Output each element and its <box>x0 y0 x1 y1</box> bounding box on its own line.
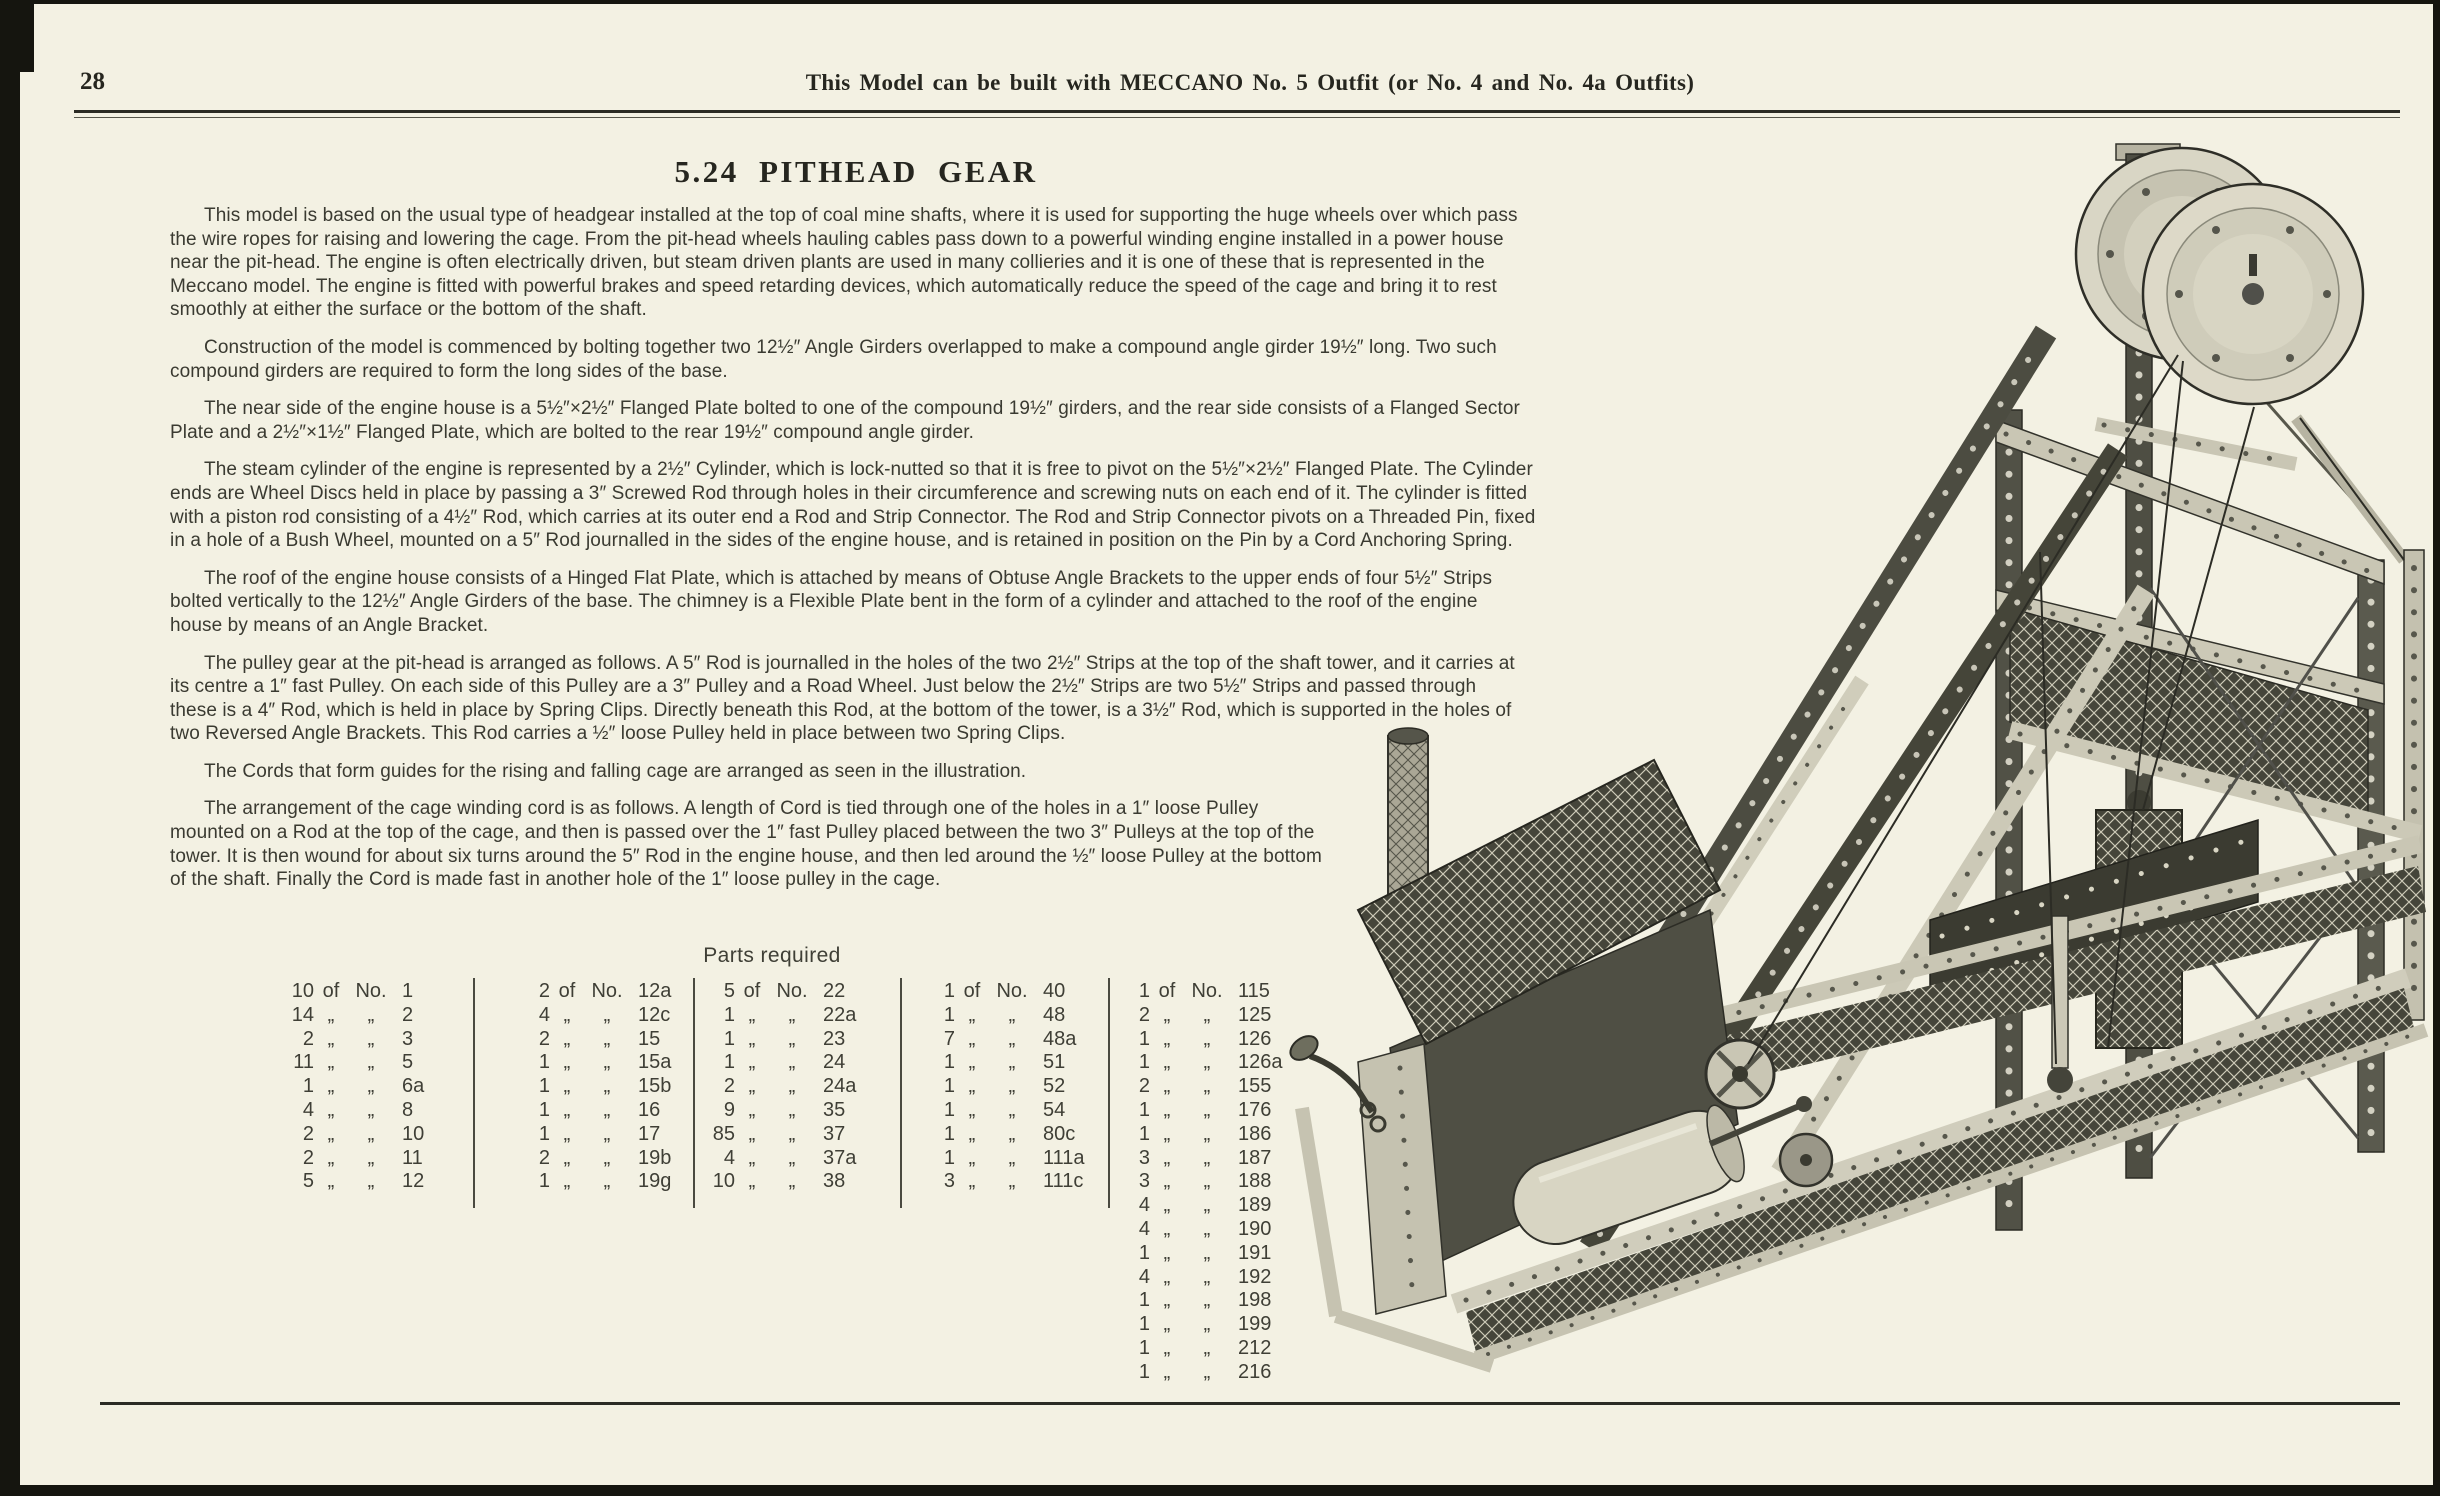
parts-row: 4 „ „ 8 <box>302 1098 414 1121</box>
scan-edge-corner <box>0 0 34 72</box>
parts-row: 1 of No. 115 <box>1138 980 1270 1002</box>
parts-row: 1 „ „ 15b <box>538 1075 672 1098</box>
scan-edge-left <box>0 0 20 1496</box>
parts-column-divider <box>693 978 695 1208</box>
parts-row: 1 „ „ 6a <box>302 1075 425 1098</box>
parts-row: 1 „ „ 216 <box>1138 1360 1272 1383</box>
paragraph: The steam cylinder of the engine is represented by a 2½″ Cylinder, which is lock-nutted so that it is free to pivot on the 5½″×2½″ Flanged Plate. The Cylinder ends are Wheel Discs held in place by passing a 3″ Screwed Rod through holes in their circumference and screwing nuts on each end of it. The cylinder is fitted with a piston rod consisting of a 4½″ Rod, which carries at its outer end a Rod and Strip Connector. The Rod and Strip Connector pivots on a Threaded Pin, fixed in a hole of a Bush Wheel, mounted on a 5″ Rod journalled in the sides of the engine house, and is retained in position on the Pin by a Cord Anchoring Spring. <box>170 459 1536 552</box>
parts-row: 3 „ „ 188 <box>1138 1170 1272 1193</box>
header-rule-thick <box>74 110 2400 113</box>
parts-row: 1 of No. 40 <box>943 980 1066 1002</box>
parts-column-1 <box>282 980 424 1194</box>
parts-row: 1 „ „ 52 <box>943 1075 1066 1098</box>
parts-row: 2 „ „ 15 <box>538 1027 661 1050</box>
scan-edge-top <box>0 0 2440 4</box>
parts-row: 2 „ „ 3 <box>302 1027 414 1050</box>
parts-row: 2 „ „ 10 <box>302 1122 425 1145</box>
tower-outer-girder <box>2404 550 2424 1020</box>
parts-row: 1 „ „ 48 <box>943 1003 1066 1026</box>
parts-row: 1 „ „ 54 <box>943 1098 1066 1121</box>
scan-edge-bottom <box>0 1485 2440 1496</box>
parts-row: 2 „ „ 125 <box>1138 1003 1272 1026</box>
parts-row: 1 „ „ 19g <box>538 1170 672 1193</box>
paragraph: Construction of the model is commenced by bolting together two 12½″ Angle Girders overlapped to make a compound angle girder 19½″ long. Two such compound girders are required to form the long sides of the base. <box>170 336 1497 382</box>
parts-row: 5 of No. 22 <box>723 980 846 1002</box>
parts-row: 3 „ „ 111c <box>943 1170 1084 1193</box>
base-corner-girder <box>1302 1108 1336 1316</box>
parts-row: 4 „ „ 12c <box>538 1003 671 1026</box>
parts-row: 4 „ „ 190 <box>1138 1217 1272 1240</box>
parts-row: 4 „ „ 37a <box>723 1146 857 1169</box>
parts-row: 2 „ „ 11 <box>302 1146 423 1169</box>
parts-row: 2 „ „ 155 <box>1138 1075 1272 1098</box>
parts-row: 11 „ „ 5 <box>293 1051 414 1074</box>
parts-row: 2 „ „ 24a <box>723 1075 857 1098</box>
parts-row: 1 „ „ 198 <box>1138 1289 1272 1312</box>
running-header: This Model can be built with MECCANO No. 5 Outfit (or No. 4 and No. 4a Outfits) <box>805 70 1695 95</box>
parts-row: 1 „ „ 111a <box>943 1146 1085 1169</box>
parts-row: 10 of No. 1 <box>291 980 414 1002</box>
paragraph: The pulley gear at the pit-head is arranged as follows. A 5″ Rod is journalled in the holes of the two 2½″ Strips at the top of the shaft tower, and it carries at its centre a 1″ fast Pulley. On each side of this Pulley are a 3″ Pulley and a Road Wheel. Just below the 2½″ Strips are two 5½″ Strips and passed through these is a 4″ Rod, which is held in place by Spring Clips. Directly beneath this Rod, at the bottom of the tower, is a 3½″ Rod, which is supported in the holes of two Reversed Angle Brackets. This Rod carries a ½″ loose Pulley held in place between two Spring Clips. <box>170 652 1515 745</box>
parts-row: 1 „ „ 126a <box>1138 1051 1283 1074</box>
parts-row: 2 „ „ 19b <box>538 1146 672 1169</box>
parts-row: 1 „ „ 80c <box>943 1122 1076 1145</box>
half-inch-pulley <box>2047 1067 2073 1093</box>
page-number: 28 <box>80 68 105 95</box>
parts-row: 1 „ „ 186 <box>1138 1122 1272 1145</box>
parts-column-2 <box>518 980 671 1194</box>
parts-row: 85 „ „ 37 <box>712 1122 846 1145</box>
chimney-top <box>1388 728 1428 744</box>
parts-row: 9 „ „ 35 <box>723 1098 846 1121</box>
parts-row: 1 „ „ 191 <box>1138 1241 1272 1264</box>
parts-row: 1 „ „ 22a <box>723 1003 857 1026</box>
paragraph: The roof of the engine house consists of a Hinged Flat Plate, which is attached by means of Obtuse Angle Brackets to the upper ends of four 5½″ Strips bolted vertically to the 12½″ Angle Girders of the base. The chimney is a Flexible Plate bent in the form of a cylinder and attached to the roof of the engine house by means of an Angle Bracket. <box>170 567 1493 636</box>
parts-column-divider <box>473 978 475 1208</box>
base-front-girder <box>1336 1316 1492 1366</box>
parts-row: 3 „ „ 187 <box>1138 1146 1272 1169</box>
parts-row: 7 „ „ 48a <box>943 1027 1077 1050</box>
paragraph: This model is based on the usual type of headgear installed at the top of coal mine shafts, where it is used for supporting the huge wheels over which pass the wire ropes for raising and lowering the cage. From the pit-head wheels hauling cables pass down to a powerful winding engine installed in a power house near the pit-head. The engine is often electrically driven, but steam driven plants are used in many collieries and it is one of these that is represented in the Meccano model. The engine is fitted with powerful brakes and speed retarding devices, which automatically reduce the speed of the cage and bring it to rest smoothly at either the surface or the bottom of the shaft. <box>170 205 1518 321</box>
parts-row: 1 „ „ 126 <box>1138 1027 1272 1050</box>
paragraph: The Cords that form guides for the rising and falling cage are arranged as seen in the illustration. <box>204 760 1027 782</box>
parts-row: 4 „ „ 189 <box>1138 1194 1272 1217</box>
parts-row: 5 „ „ 12 <box>302 1170 425 1193</box>
parts-row: 1 „ „ 51 <box>943 1051 1066 1074</box>
parts-column-divider <box>900 978 902 1208</box>
parts-required-heading: Parts required <box>703 944 841 967</box>
parts-row: 1 „ „ 199 <box>1138 1313 1272 1336</box>
parts-row: 1 „ „ 176 <box>1138 1098 1272 1121</box>
parts-row: 1 „ „ 17 <box>538 1122 661 1145</box>
parts-column-3 <box>703 980 856 1194</box>
rod-strip-connector <box>1796 1096 1812 1112</box>
paragraph: The arrangement of the cage winding cord is as follows. A length of Cord is tied through one of the holes in a 1″ loose Pulley mounted on a Rod at the top of the cage, and then is passed over the 1″ fast Pulley placed between the two 3″ Pulleys at the top of the tower. It is then wound for about six turns around the 5″ Rod in the engine house, and then led around the ½″ loose Pulley at the bottom of the shaft. Finally the Cord is made fast in another hole of the 1″ loose pulley in the cage. <box>170 798 1322 891</box>
parts-row: 1 „ „ 23 <box>723 1027 846 1050</box>
parts-row: 1 „ „ 15a <box>538 1051 672 1074</box>
parts-row: 1 „ „ 212 <box>1138 1336 1272 1359</box>
parts-row: 14 „ „ 2 <box>291 1003 414 1026</box>
parts-row: 4 „ „ 192 <box>1138 1265 1272 1288</box>
parts-row: 1 „ „ 16 <box>538 1098 661 1121</box>
headgear-wheel-front <box>2143 184 2363 404</box>
pithead-gear-model-illustration <box>1240 118 2440 1410</box>
parts-row: 10 „ „ 38 <box>712 1170 846 1193</box>
paragraph: The near side of the engine house is a 5½″×2½″ Flanged Plate bolted to one of the compound 19½″ girders, and the rear side consists of a Flanged Sector Plate and a 2½″×1½″ Flanged Plate, which are bolted to the rear 19½″ compound angle girder. <box>170 398 1520 443</box>
page-title: 5.24 PITHEAD GEAR <box>674 154 1038 189</box>
parts-row: 1 „ „ 24 <box>723 1051 846 1074</box>
parts-column-4 <box>923 980 1085 1194</box>
parts-column-divider <box>1108 978 1110 1208</box>
parts-row: 2 of No. 12a <box>538 980 672 1002</box>
